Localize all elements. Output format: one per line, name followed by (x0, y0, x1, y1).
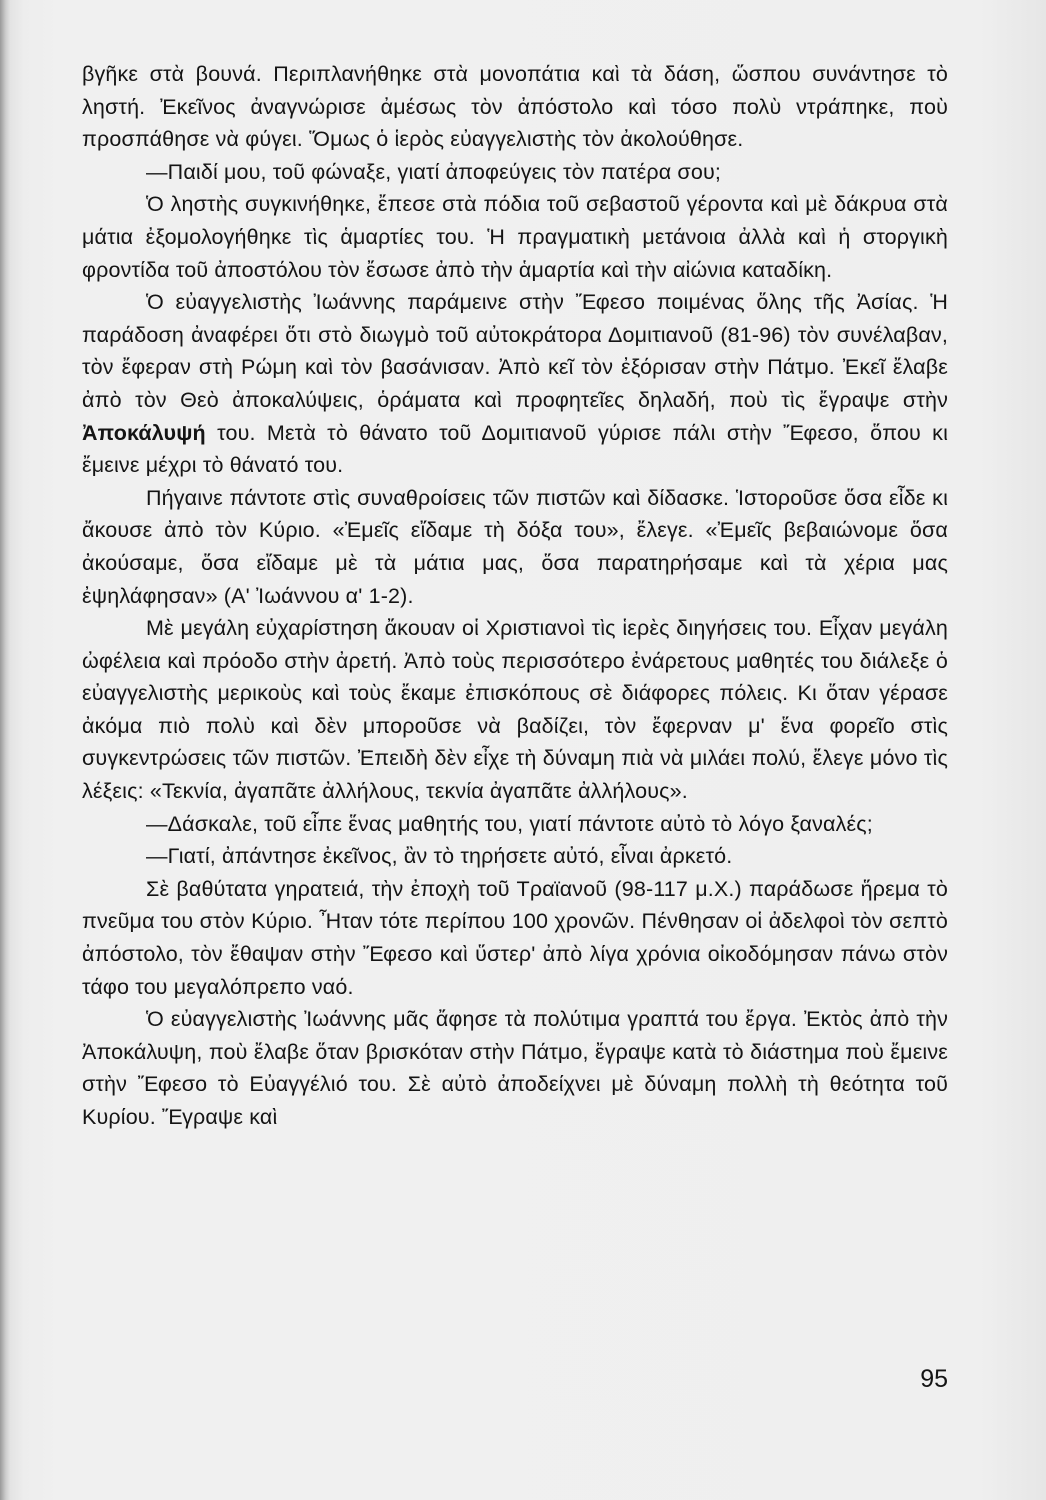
binding-edge (0, 0, 10, 1500)
paragraph-continuation: βγῆκε στὰ βουνά. Περιπλανήθηκε στὰ μονοπάτια καὶ τὰ δάση, ὥσπου συνάντησε τὸ ληστή. Ἐκεῖνος ἀναγνώρισε ἀμέσως τὸν ἀπόστολο καὶ τόσο πολὺ ντράπηκε, ποὺ προσπάθησε νὰ φύγει. Ὅμως ὁ ἱερὸς εὐαγγελιστὴς τὸν ἀκολούθησε. (82, 62, 948, 152)
paragraph-repentance: Ὁ ληστὴς συγκινήθηκε, ἔπεσε στὰ πόδια τοῦ σεβαστοῦ γέροντα καὶ μὲ δάκρυα στὰ μάτια ἐξομολογήθηκε τὶς ἁμαρτίες του. Ἡ πραγματικὴ μετάνοια ἀλλὰ καὶ ἡ στοργικὴ φροντίδα τοῦ ἀποστόλου τὸν ἔσωσε ἀπὸ τὴν ἁμαρτία καὶ τὴν αἰώνια καταδίκη. (82, 192, 948, 282)
paragraph-ephesus (82, 286, 948, 482)
apocalypse-bold-term: Ἀποκάλυψή (82, 420, 206, 445)
paragraph-ephesus-text-after: του. Μετὰ τὸ θάνατο τοῦ Δομιτιανοῦ γύρισε πάλι στὴν Ἔφεσο, ὅπου κι ἔμεινε μέχρι τὸ θάνατό του. (82, 420, 948, 478)
paragraph-teaching: Πήγαινε πάντοτε στὶς συναθροίσεις τῶν πιστῶν καὶ δίδασκε. Ἱστοροῦσε ὅσα εἶδε κι ἄκουσε ἀπὸ τὸν Κύριο. «Ἐμεῖς εἴδαμε τὴ δόξα του», ἔλεγε. «Ἐμεῖς βεβαιώνομε ὅσα ἀκούσαμε, ὅσα εἴδαμε μὲ τὰ μάτια μας, ὅσα παρατηρήσαμε καὶ τὰ χέρια μας ἐψηλάφησαν» (Α' Ἰωάννου α' 1-2). (82, 485, 948, 608)
paragraph-disciples: Μὲ μεγάλη εὐχαρίστηση ἄκουαν οἱ Χριστιανοὶ τὶς ἱερὲς διηγήσεις του. Εἶχαν μεγάλη ὠφέλεια καὶ πρόοδο στὴν ἀρετή. Ἀπὸ τοὺς περισσότερο ἐνάρετους μαθητές του διάλεξε ὁ εὐαγγελιστὴς μερικοὺς καὶ τοὺς ἔκαμε ἐπισκόπους σὲ διάφορες πόλεις. Κι ὅταν γέρασε ἀκόμα πιὸ πολὺ καὶ δὲν μποροῦσε νὰ βαδίζει, τὸν ἔφερναν μ' ἕνα φορεῖο στὶς συγκεντρώσεις τῶν πιστῶν. Ἐπειδὴ δὲν εἶχε τὴ δύναμη πιὰ νὰ μιλάει πολύ, ἔλεγε μόνο τὶς λέξεις: «Τεκνία, ἀγαπᾶτε ἀλλήλους, τεκνία ἀγαπᾶτε ἀλλήλους». (82, 616, 948, 804)
paragraph-dialogue-1: —Παιδί μου, τοῦ φώναξε, γιατί ἀποφεύγεις τὸν πατέρα σου; (146, 159, 721, 184)
body-text (82, 58, 948, 1134)
paragraph-death: Σὲ βαθύτατα γηρατειά, τὴν ἐποχὴ τοῦ Τραϊανοῦ (98-117 μ.Χ.) παράδωσε ἥρεμα τὸ πνεῦμα του στὸν Κύριο. Ἦταν τότε περίπου 100 χρονῶν. Πένθησαν οἱ ἀδελφοὶ τὸν σεπτὸ ἀπόστολο, τὸν ἔθαψαν στὴν Ἔφεσο καὶ ὕστερ' ἀπὸ λίγα χρόνια οἰκοδόμησαν πάνω στὸν τάφο του μεγαλόπρεπο ναό. (82, 876, 948, 999)
paragraph-dialogue-2: —Δάσκαλε, τοῦ εἶπε ἕνας μαθητής του, γιατί πάντοτε αὐτὸ τὸ λόγο ξαναλές; (146, 811, 873, 836)
paragraph-dialogue-3: —Γιατί, ἀπάντησε ἐκεῖνος, ἂν τὸ τηρήσετε αὐτό, εἶναι ἀρκετό. (146, 844, 733, 869)
paragraph-writings: Ὁ εὐαγγελιστὴς Ἰωάννης μᾶς ἄφησε τὰ πολύτιμα γραπτά του ἔργα. Ἐκτὸς ἀπὸ τὴν Ἀποκάλυψη, ποὺ ἔλαβε ὅταν βρισκόταν στὴν Πάτμο, ἔγραψε κατὰ τὸ διάστημα ποὺ ἔμεινε στὴν Ἔφεσο τὸ Εὐαγγέλιό του. Σὲ αὐτὸ ἀποδείχνει μὲ δύναμη πολλὴ τὴ θεότητα τοῦ Κυρίου. Ἔγραψε καὶ (82, 1007, 948, 1129)
paragraph-ephesus-text: Ὁ εὐαγγελιστὴς Ἰωάννης παράμεινε στὴν Ἔφεσο ποιμένας ὅλης τῆς Ἀσίας. Ἡ παράδοση ἀναφέρει ὅτι στὸ διωγμὸ τοῦ αὐτοκράτορα Δομιτιανοῦ (81-96) τὸν συνέλαβαν, τὸν ἔφεραν στὴ Ρώμη καὶ τὸν βασάνισαν. Ἀπὸ κεῖ τὸν ἐξόρισαν στὴν Πάτμο. Ἐκεῖ ἔλαβε ἀπὸ τὸν Θεὸ ἀποκαλύψεις, ὁράματα καὶ προφητεῖες δηλαδή, ποὺ τὶς ἔγραψε στὴν (82, 290, 948, 412)
page-number: 95 (920, 1365, 948, 1393)
